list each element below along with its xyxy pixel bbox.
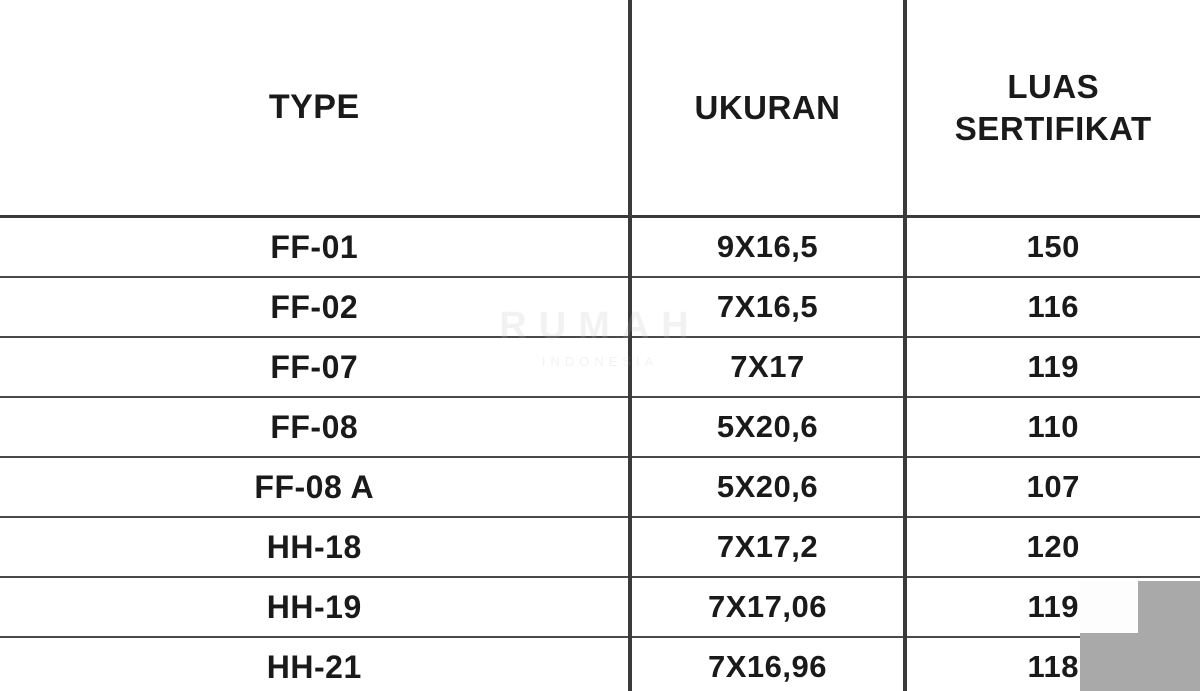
cell-ukuran: 7X17,06 [630,577,905,637]
cell-type: HH-21 [0,637,630,691]
cell-ukuran: 7X16,96 [630,637,905,691]
cell-type: FF-02 [0,277,630,337]
table-row [0,517,1200,577]
cell-luas: 110 [905,397,1200,457]
column-header-luas [905,0,1200,217]
cell-luas: 118 [905,637,1200,691]
column-header-luas-line1: LUAS [1007,68,1100,106]
cell-ukuran: 9X16,5 [630,217,905,278]
column-header-type: TYPE [0,0,630,217]
table-header-row [0,0,1200,217]
cell-type: HH-19 [0,577,630,637]
cell-luas: 116 [905,277,1200,337]
table-row [0,577,1200,637]
column-header-ukuran: UKURAN [630,0,905,217]
cell-luas: 120 [905,517,1200,577]
cell-type: FF-01 [0,217,630,278]
cell-type: HH-18 [0,517,630,577]
cell-ukuran: 7X16,5 [630,277,905,337]
cell-ukuran: 5X20,6 [630,397,905,457]
table-row [0,277,1200,337]
cell-luas: 119 [905,337,1200,397]
cell-type: FF-08 A [0,457,630,517]
table-row [0,637,1200,691]
cell-luas: 107 [905,457,1200,517]
cell-type: FF-08 [0,397,630,457]
table-row [0,217,1200,278]
cell-type: FF-07 [0,337,630,397]
cell-ukuran: 5X20,6 [630,457,905,517]
cell-ukuran: 7X17 [630,337,905,397]
column-header-luas-line2: SERTIFIKAT [954,109,1152,147]
cell-luas: 119 [905,577,1200,637]
cell-luas: 150 [905,217,1200,278]
cell-ukuran: 7X17,2 [630,517,905,577]
table-row [0,397,1200,457]
table-row [0,337,1200,397]
table-row [0,457,1200,517]
